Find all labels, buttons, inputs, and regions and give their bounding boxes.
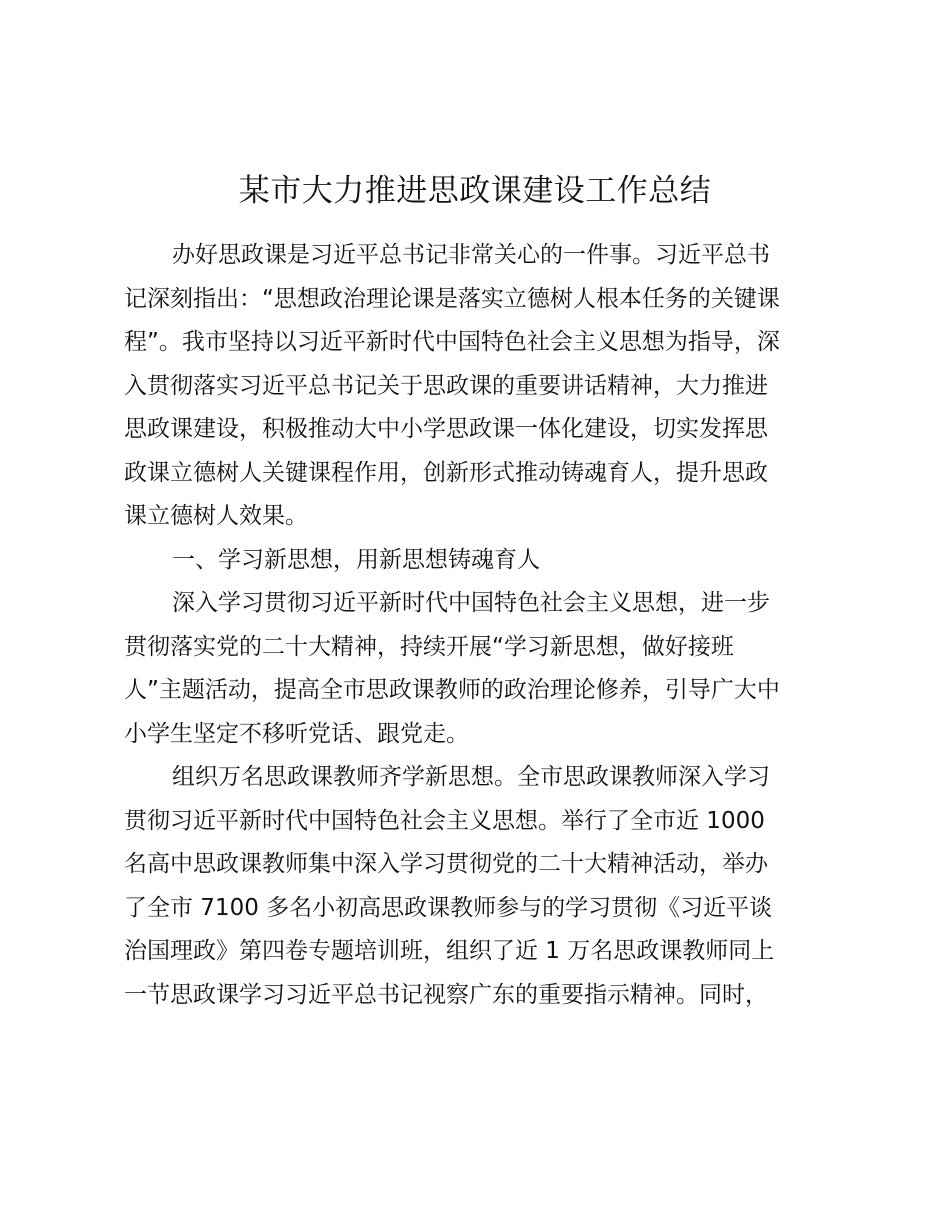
- document-title: 某市大力推进思政课建设工作总结: [238, 173, 712, 209]
- paragraph-line: 记深刻指出：“思想政治理论课是落实立德树人根本任务的关键课: [124, 285, 780, 312]
- paragraph-line: 贯彻落实党的二十大精神，持续开展“学习新思想，做好接班: [124, 633, 734, 660]
- paragraph-line: 一节思政课学习习近平总书记视察广东的重要指示精神。同时，: [124, 981, 768, 1008]
- paragraph-line: 办好思政课是习近平总书记非常关心的一件事。习近平总书: [172, 242, 770, 268]
- paragraph-line: 小学生坚定不移听党话、跟党走。: [124, 720, 469, 747]
- document-body: [124, 234, 836, 1017]
- paragraph-line: 程”。我市坚持以习近平新时代中国特色社会主义思想为指导，深: [124, 329, 780, 355]
- paragraph-line: 思政课建设，积极推动大中小学思政课一体化建设，切实发挥思: [124, 416, 768, 442]
- paragraph-line: 课立德树人效果。: [124, 503, 308, 529]
- paragraph-line: 组织万名思政课教师齐学新思想。全市思政课教师深入学习: [172, 764, 770, 790]
- paragraph-line: 人”主题活动，提高全市思政课教师的政治理论修养，引导广大中: [124, 677, 780, 703]
- paragraph-line: 贯彻习近平新时代中国特色社会主义思想。举行了全市近 1000: [124, 807, 765, 834]
- section-heading: 一、学习新思想，用新思想铸魂育人: [172, 546, 540, 573]
- paragraph-line: 治国理政》第四卷专题培训班，组织了近 1 万名思政课教师同上: [124, 938, 775, 964]
- paragraph-line: 政课立德树人关键课程作用，创新形式推动铸魂育人，提升思政: [124, 459, 768, 486]
- paragraph-line: 名高中思政课教师集中深入学习贯彻党的二十大精神活动，举办: [124, 851, 768, 877]
- paragraph-line: 深入学习贯彻习近平新时代中国特色社会主义思想，进一步: [172, 590, 770, 616]
- paragraph-line: 了全市 7100 多名小初高思政课教师参与的学习贯彻《习近平谈: [124, 894, 773, 921]
- paragraph-line: 入贯彻落实习近平总书记关于思政课的重要讲话精神，大力推进: [124, 372, 768, 399]
